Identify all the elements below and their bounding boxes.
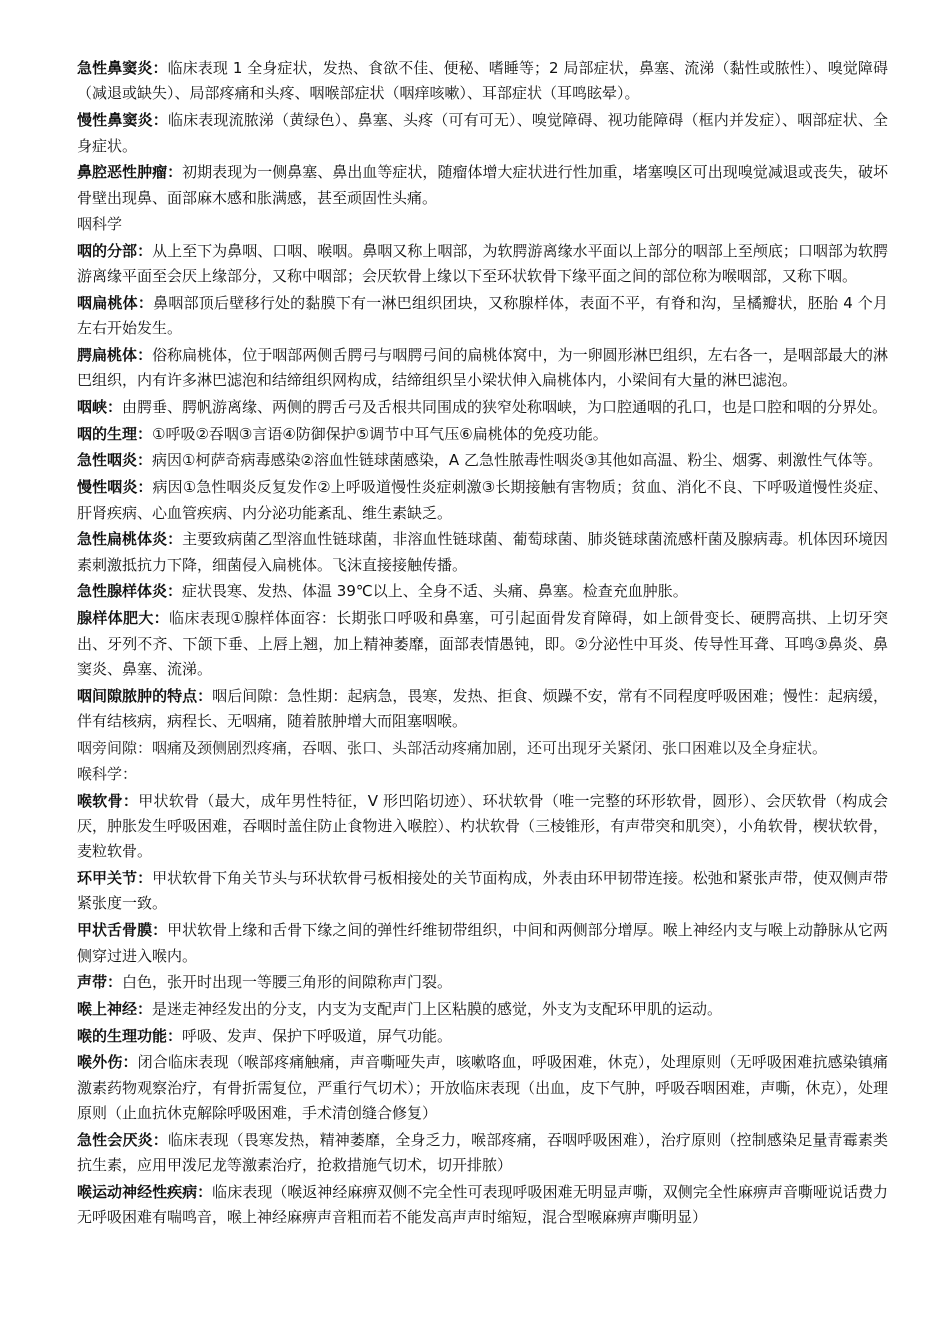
paragraph <box>77 1050 888 1126</box>
paragraph-text: 鼻咽部顶后壁移行处的黏膜下有一淋巴组织团块，又称腺样体，表面不平，有脊和沟，呈橘瓣状，胚胎 4 个月左右开始发生。 <box>77 293 888 338</box>
section-heading-text: 咽科学 <box>77 215 123 234</box>
paragraph-text: 白色，张开时出现一等腰三角形的间隙称声门裂。 <box>122 973 453 992</box>
paragraph <box>77 997 888 1022</box>
paragraph <box>77 422 888 447</box>
paragraph <box>77 606 888 682</box>
section-heading <box>77 736 888 761</box>
paragraph-text: 症状畏寒、发热、体温 39℃以上、全身不适、头痛、鼻塞。检查充血肿胀。 <box>182 582 688 601</box>
paragraph-term: 急性腺样体炎： <box>77 582 183 601</box>
paragraph-text: 临床表现（畏寒发热，精神萎靡，全身乏力，喉部疼痛，吞咽呼吸困难），治疗原则（控制感染足量青霉素类抗生素，应用甲泼尼龙等激素治疗，抢救措施气切术，切开排脓） <box>77 1130 888 1175</box>
paragraph-text: 是迷走神经发出的分支，内支为支配声门上区粘膜的感觉，外支为支配环甲肌的运动。 <box>152 999 723 1018</box>
paragraph-text: ①呼吸②吞咽③言语④防御保护⑤调节中耳气压⑥扁桃体的免疫功能。 <box>152 424 608 443</box>
paragraph <box>77 395 888 420</box>
paragraph-text: 闭合临床表现（喉部疼痛触痛，声音嘶哑失声，咳嗽咯血，呼吸困难，休克），处理原则（无呼吸困难抗感染镇痛激素药物观察治疗，有骨折需复位，严重行气切术）；开放临床表现（出血，皮下气肿，呼吸吞咽困难，声嘶，休克），处理原则（止血抗休克解除呼吸困难，手术清创缝合修复） <box>77 1053 888 1123</box>
paragraph-text: 甲状软骨（最大，成年男性特征，V 形凹陷切迹）、环状软骨（唯一完整的环形软骨，圆形）、会厌软骨（构成会厌，肿胀发生呼吸困难，吞咽时盖住防止食物进入喉腔）、杓状软骨（三棱锥形，有声带突和肌突），小角软骨，楔状软骨，麦粒软骨。 <box>77 791 888 861</box>
paragraph-text: 从上至下为鼻咽、口咽、喉咽。鼻咽又称上咽部，为软腭游离缘水平面以上部分的咽部上至颅底；口咽部为软腭游离缘平面至会厌上缘部分，又称中咽部；会厌软骨上缘以下至环状软骨下缘平面之间的部位称为喉咽部，又称下咽。 <box>77 241 888 286</box>
paragraph <box>77 160 888 211</box>
paragraph <box>77 239 888 290</box>
paragraph-term: 喉软骨： <box>77 791 139 810</box>
paragraph-text: 初期表现为一侧鼻塞、鼻出血等症状，随瘤体增大症状进行性加重，堵塞嗅区可出现嗅觉减退或丧失，破坏骨壁出现鼻、面部麻木感和胀满感，甚至顽固性头痛。 <box>77 163 888 207</box>
paragraph-term: 腭扁桃体： <box>77 345 153 364</box>
paragraph-text: 病因①柯萨奇病毒感染②溶血性链球菌感染，A 乙急性脓毒性咽炎③其他如高温、粉尘、烟雾、刺激性气体等。 <box>152 451 883 470</box>
paragraph-term: 急性鼻窦炎： <box>77 59 168 77</box>
paragraph-term: 喉运动神经性疾病： <box>77 1183 213 1201</box>
paragraph <box>77 789 888 865</box>
paragraph-term: 慢性鼻窦炎： <box>77 111 168 130</box>
paragraph <box>77 108 888 159</box>
paragraph-term: 慢性咽炎： <box>77 478 153 497</box>
paragraph-term: 急性扁桃体炎： <box>77 530 183 549</box>
paragraph-term: 甲状舌骨膜： <box>77 921 168 940</box>
paragraph-term: 环甲关节： <box>77 869 153 888</box>
paragraph-term: 急性会厌炎： <box>77 1130 168 1149</box>
paragraph <box>77 343 888 394</box>
paragraph-text: 由腭垂、腭帆游离缘、两侧的腭舌弓及舌根共同围成的狭窄处称咽峡，为口腔通咽的孔口，也是口腔和咽的分界处。 <box>122 398 888 417</box>
paragraph-text: 临床表现流脓涕（黄绿色）、鼻塞、头疼（可有可无）、嗅觉障碍、视功能障碍（框内并发症）、咽部症状、全身症状。 <box>77 111 888 155</box>
paragraph-text: 咽后间隙：急性期：起病急，畏寒，发热、拒食、烦躁不安，常有不同程度呼吸困难；慢性：起病缓，伴有结核病，病程长、无咽痛，随着脓肿增大而阻塞咽喉。 <box>77 686 888 731</box>
paragraph <box>77 684 888 735</box>
section-heading <box>77 762 888 787</box>
paragraph <box>77 56 888 107</box>
paragraph-text: 临床表现（喉返神经麻痹双侧不完全性可表现呼吸困难无明显声嘶，双侧完全性麻痹声音嘶哑说话费力无呼吸困难有喘鸣音，喉上神经麻痹声音粗而若不能发高声声时缩短，混合型喉麻痹声嘶明显） <box>77 1183 888 1227</box>
paragraph-text: 甲状软骨下角关节头与环状软骨弓板相接处的关节面构成，外表由环甲韧带连接。松弛和紧张声带，使双侧声带紧张度一致。 <box>77 869 888 913</box>
paragraph-term: 咽扁桃体： <box>77 293 154 312</box>
paragraph <box>77 918 888 969</box>
paragraph-text: 甲状软骨上缘和舌骨下缘之间的弹性纤维韧带组织，中间和两侧部分增厚。喉上神经内支与喉上动静脉从它两侧穿过进入喉内。 <box>77 921 888 965</box>
paragraph-text: 临床表现 1 全身症状，发热、食欲不佳、便秘、嗜睡等；2 局部症状，鼻塞、流涕（黏性或脓性）、嗅觉障碍（减退或缺失）、局部疼痛和头疼、咽喉部症状（咽痒咳嗽）、耳部症状（耳鸣眩晕）。 <box>77 59 888 103</box>
paragraph-term: 咽间隙脓肿的特点： <box>77 686 213 705</box>
section-heading <box>77 212 888 237</box>
paragraph <box>77 291 888 342</box>
paragraph-term: 喉上神经： <box>77 999 153 1018</box>
paragraph <box>77 970 888 995</box>
paragraph-term: 急性咽炎： <box>77 451 153 470</box>
paragraph <box>77 527 888 578</box>
paragraph <box>77 866 888 917</box>
paragraph <box>77 1128 888 1179</box>
paragraph-term: 咽峡： <box>77 398 123 417</box>
paragraph-term: 鼻腔恶性肿瘤： <box>77 163 183 182</box>
section-heading-text: 喉科学： <box>77 765 138 784</box>
paragraph-term: 声带： <box>77 973 123 992</box>
paragraph-term: 咽的分部： <box>77 241 153 260</box>
paragraph <box>77 1024 888 1049</box>
paragraph <box>77 475 888 526</box>
paragraph-text: 呼吸、发声、保护下呼吸道，屏气功能。 <box>182 1026 453 1045</box>
paragraph-term: 喉的生理功能： <box>77 1026 183 1045</box>
paragraph-term: 腺样体肥大： <box>77 609 170 628</box>
paragraph <box>77 448 888 473</box>
paragraph <box>77 579 888 604</box>
paragraph-text: 临床表现①腺样体面容：长期张口呼吸和鼻塞，可引起面骨发育障碍，如上颌骨变长、硬腭高拱、上切牙突出、牙列不齐、下颌下垂、上唇上翘，加上精神萎靡，面部表情愚钝，即。②分泌性中耳炎、传导性耳聋、耳鸣③鼻炎、鼻窦炎、鼻塞、流涕。 <box>77 609 888 678</box>
paragraph <box>77 1180 888 1231</box>
paragraph-text: 病因①急性咽炎反复发作②上呼吸道慢性炎症刺激③长期接触有害物质；贫血、消化不良、下呼吸道慢性炎症、肝肾疾病、心血管疾病、内分泌功能紊乱、维生素缺乏。 <box>77 478 888 522</box>
paragraph-text: 俗称扁桃体，位于咽部两侧舌腭弓与咽腭弓间的扁桃体窝中，为一卵圆形淋巴组织，左右各一，是咽部最大的淋巴组织，内有许多淋巴滤泡和结缔组织网构成，结缔组织呈小梁状伸入扁桃体内，小梁间有大量的淋巴滤泡。 <box>77 345 888 390</box>
paragraph-term: 咽的生理： <box>77 424 153 443</box>
paragraph-term: 喉外伤： <box>77 1053 138 1072</box>
paragraph-text: 主要致病菌乙型溶血性链球菌，非溶血性链球菌、葡萄球菌、肺炎链球菌流感杆菌及腺病毒。机体因环境因素刺激抵抗力下降，细菌侵入扁桃体。飞沫直接接触传播。 <box>77 530 888 574</box>
section-heading-text: 咽旁间隙：咽痛及颈侧剧烈疼痛，吞咽、张口、头部活动疼痛加剧，还可出现牙关紧闭、张口困难以及全身症状。 <box>77 738 828 757</box>
